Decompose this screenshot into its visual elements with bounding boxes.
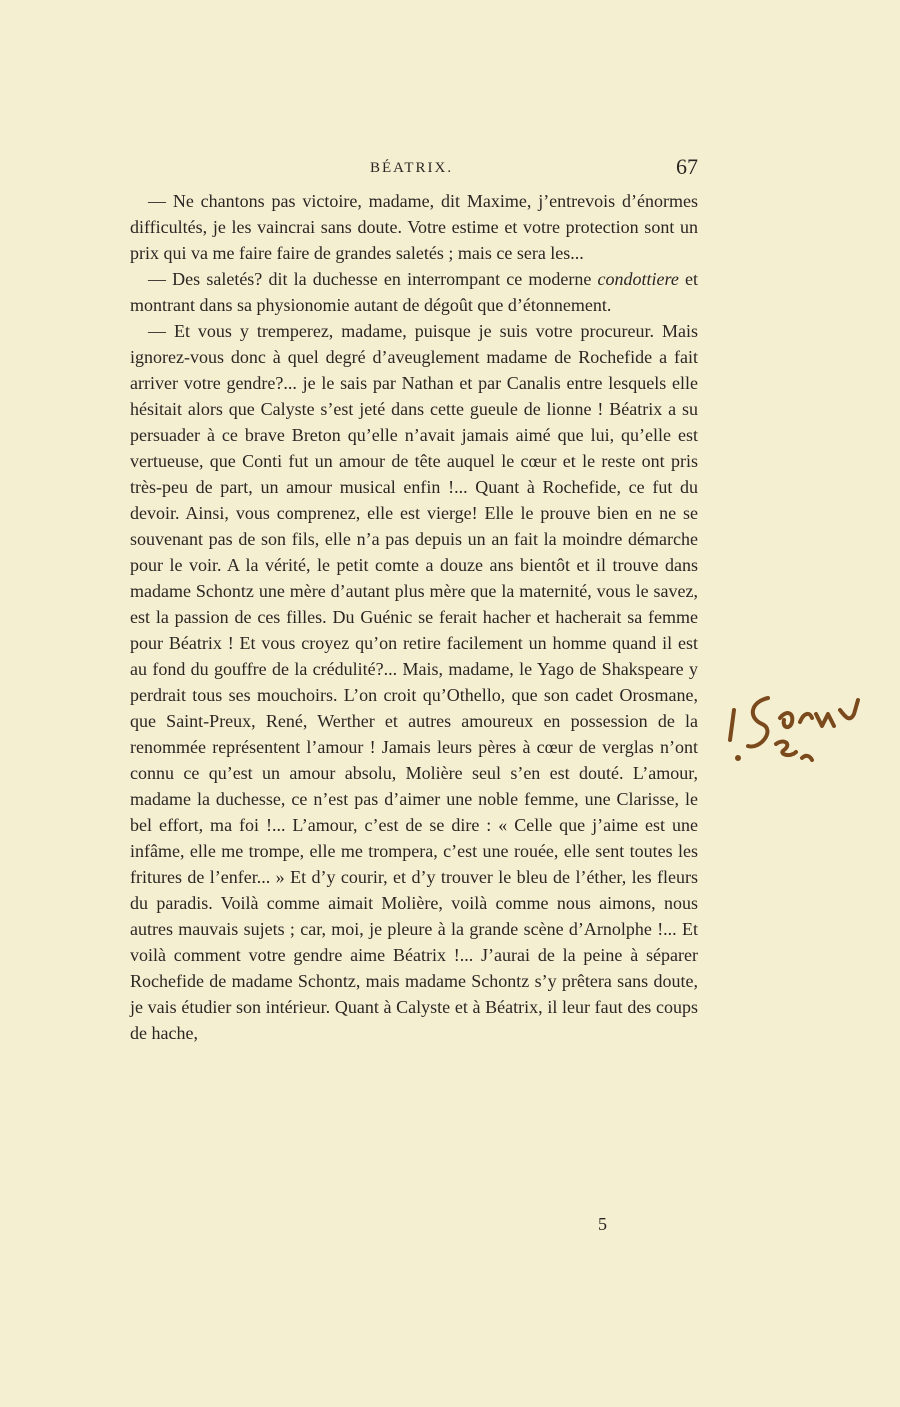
paragraph-1 [130, 188, 698, 266]
signature-mark: 5 [598, 1214, 607, 1234]
handwritten-annotation-drawing [720, 688, 880, 778]
page-header [130, 156, 698, 186]
paragraph-3-text: — Et vous y tremperez, madame, puisque je suis votre procureur. Mais ignorez-vous donc à quel degré d’aveuglement madame de Rochefide a fait arriver votre gendre?... je le sais par Nathan et par Canalis entre lesquels elle hésitait alors que Calyste s’est jeté dans cette gueule de lionne ! Béatrix a su persuader à ce brave Breton qu’elle n’avait jamais aimé que lui, qu’elle est vertueuse, que Conti fut un amour de tête auquel le cœur et le reste ont pris très-peu de part, un amour musical enfin !... Quant à Rochefide, ce fut du devoir. Ainsi, vous comprenez, elle est vierge! Elle le prouve bien en ne se souvenant pas de son fils, elle n’a pas depuis un an fait la moindre démarche pour le voir. A la vérité, le petit comte a douze ans bientôt et il trouve dans madame Schontz une mère d’autant plus mère que la maternité, vous le savez, est la passion de ces filles. Du Guénic se ferait hacher et hacherait sa femme pour Béatrix ! Et vous croyez qu’on retire facilement un homme quand il est au fond du gouffre de la crédulité?... Mais, madame, le Yago de Shakspeare y perdrait tous ses mouchoirs. L’on croit qu’Othello, que son cadet Orosmane, que Saint-Preux, René, Werther et autres amoureux en possession de la renommée représentent l’amour ! Jamais leurs pères à cœur de verglas n’ont connu ce qu’est un amour absolu, Molière seul s’en est douté. L’amour, madame la duchesse, ce n’est pas d’aimer une noble femme, une Clarisse, le bel effort, ma foi !... L’amour, c’est de se dire : « Celle que j’aime est une infâme, elle me trompe, elle me trompera, c’est une rouée, elle sent toutes les fritures de l’enfer... » Et d’y courir, et d’y trouver le bleu de l’éther, les fleurs du paradis. Voilà comme aimait Molière, voilà comme nous aimons, nous autres mauvais sujets ; car, moi, je pleure à la grande scène d’Arnolphe !... Et voilà comment votre gendre aime Béatrix !... J’aurai de la peine à séparer Rochefide de madame Schontz, mais madame Schontz s’y prêtera sans doute, je vais étudier son intérieur. Quant à Calyste et à Béatrix, il leur faut des coups de hache, [130, 321, 698, 1043]
paragraph-3 [130, 318, 698, 1046]
paragraph-2-text-start: — Des saletés? dit la duchesse en interrompant ce moderne [148, 269, 598, 289]
italic-word: condottiere [597, 269, 679, 289]
ink-dot [735, 755, 741, 761]
page-number: 67 [676, 154, 698, 179]
paragraph-2-text-end: et montrant dans sa physionomie autant de dégoût que d’étonnement. [130, 269, 699, 315]
paragraph-1-text: — Ne chantons pas victoire, madame, dit Maxime, j’entrevois d’énormes difficultés, je les vaincrai sans doute. Votre estime et votre protection sont un prix qui va me faire faire de grandes saletés ; mais ce sera les... [130, 191, 698, 263]
running-title: BÉATRIX. [370, 160, 454, 176]
paragraph-2 [130, 266, 698, 318]
body-text [130, 188, 698, 1046]
handwritten-annotation [720, 688, 880, 778]
